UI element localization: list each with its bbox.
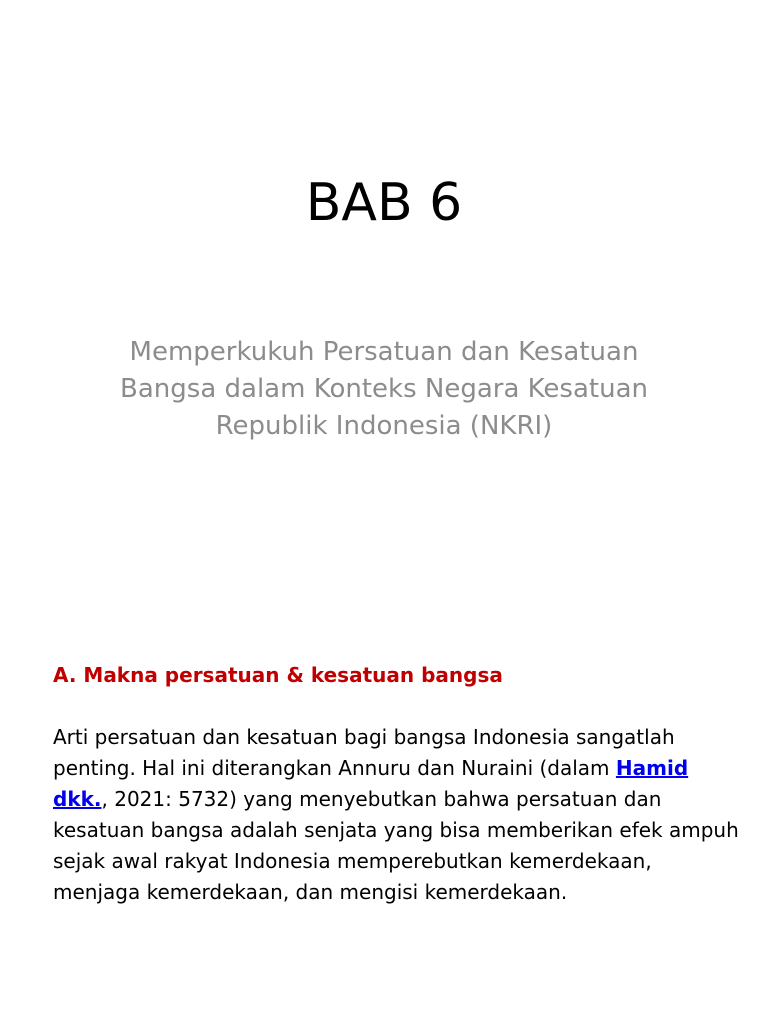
paragraph-text-end: , 2021: 5732) yang menyebutkan bahwa persatuan dan kesatuan bangsa adalah senjata yang bisa memberikan efek ampuh sejak awal rakyat Indonesia memperebutkan kemerdekaan, menjaga kemerdekaan, dan mengisi kemerdekaan. <box>53 787 739 904</box>
slide-title: BAB 6 <box>305 173 463 233</box>
section-heading: A. Makna persatuan & kesatuan bangsa <box>53 663 503 687</box>
slide-subtitle: Memperkukuh Persatuan dan Kesatuan Bangsa dalam Konteks Negara Kesatuan Republik Indonesia (NKRI) <box>120 337 648 441</box>
body-paragraph <box>53 722 743 908</box>
citation-link[interactable]: Hamid dkk. <box>53 756 689 811</box>
paragraph-text-start: Arti persatuan dan kesatuan bagi bangsa Indonesia sangatlah penting. Hal ini diterangkan Annuru dan Nuraini (dalam <box>53 725 675 780</box>
